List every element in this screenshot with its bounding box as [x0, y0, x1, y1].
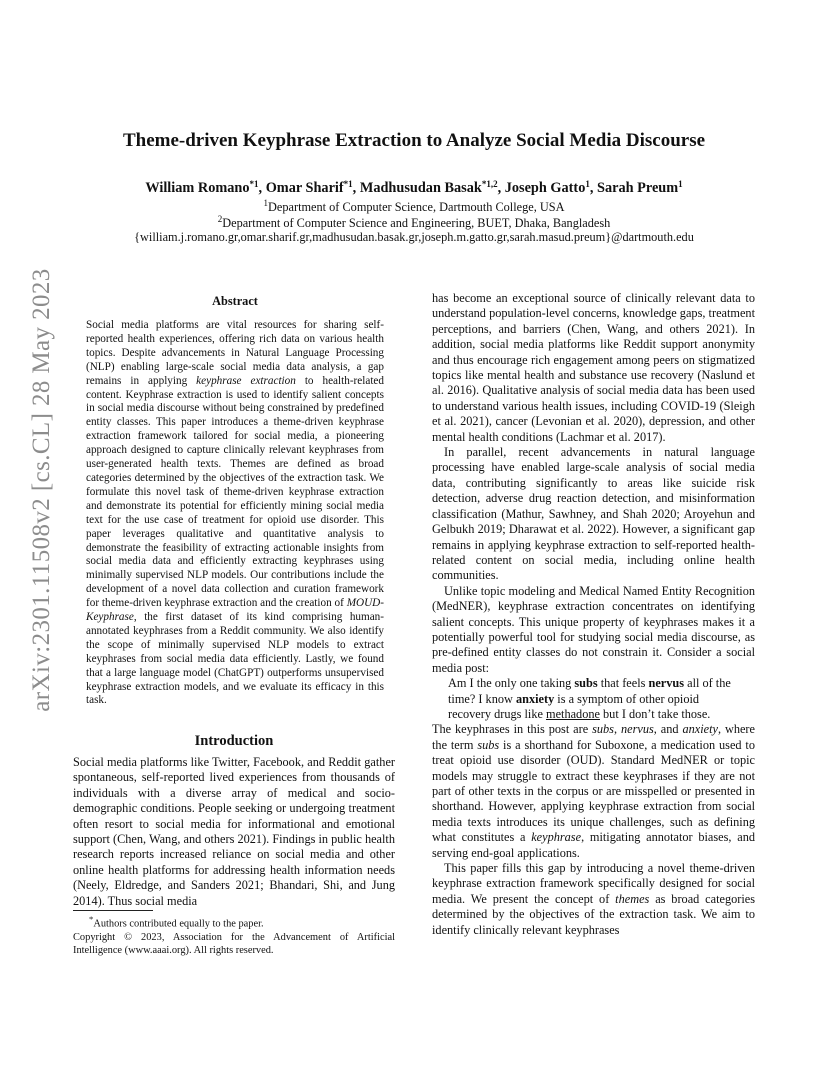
quote-text: is a symptom of other opioid recovery drugs like: [448, 691, 700, 721]
body-paragraph: has become an exceptional source of clinically relevant data to understand population-level concerns, knowledge gaps, treatment perceptions, and barriers (Chen, Wang, and others 2021). In addition, social media platforms like Reddit support anonymity and thus encourage rich engagement among peers on stigmatized topics like mental health and substance use recovery (Naslund et al. 2016). Qualitative analysis of social media data has been used to understand various health issues, including COVID-19 (Sleigh et al. 2021), cancer (Levonian et al. 2020), depression, and other mental health conditions (Lachmar et al. 2017).: [432, 291, 755, 444]
body-emphasis: nervus: [620, 722, 654, 737]
abstract-paragraph: [86, 319, 384, 708]
introduction-heading: Introduction: [194, 733, 274, 749]
body-paragraph: [432, 861, 755, 938]
quote-text: all of the time? I know: [448, 676, 731, 706]
body-paragraph: In parallel, recent advancements in natural language processing have enabled large-scale analysis of social media data, contributing significantly to areas like suicide risk detection, adverse drug reaction detection, and misinformation classification (Mathur, Sawhney, and Shah 2020; Aroyehun and Gelbukh 2019; Dharawat et al. 2022). However, a significant gap remains in applying keyphrase extraction to self-reported health-related content on social media, including online health communities.: [432, 445, 755, 583]
affiliation-mark: 2: [217, 214, 223, 224]
author-mark: *1: [249, 179, 259, 189]
body-text: , mitigating annotator biases, and serving end-goal applications.: [432, 830, 755, 860]
body-paragraph: Unlike topic modeling and Medical Named Entity Recognition (MedNER), keyphrase extraction concentrates on identifying salient concepts. This unique property of keyphrases makes it a potentially powerful tool for studying social media discourse, as pre-defined entity classes do not constrain it. Consider a social media post:: [432, 583, 755, 675]
body-text: is a shorthand for Suboxone, a medication used to treat opioid use disorder (OUD). Standard MedNER or topic models may struggle to extract these keyphrases if they are not part of other texts in the corpus or are misspelled or presented in shorthand. However, applying keyphrase extraction from social media texts introduces its unique challenges, such as defining what constitutes a: [432, 737, 755, 845]
body-text: This paper fills this gap by introducing a novel theme-driven keyphrase extraction framework specifically designed for social media. We present the concept of: [432, 861, 755, 906]
author-emails: {william.j.romano.gr,omar.sharif.gr,madhusudan.basak.gr,joseph.m.gatto.gr,sarah.masud.preum}@dartmouth.edu: [134, 230, 694, 244]
body-paragraph: [432, 722, 755, 861]
arxiv-identifier-text: arXiv:2301.11508v2 [cs.CL] 28 May 2023: [28, 268, 55, 712]
introduction-body: [73, 755, 395, 909]
footnote-content: Authors contributed equally to the paper.: [93, 918, 264, 930]
affiliation-1: [0, 198, 828, 215]
abstract-text: , the first dataset of its kind comprising human-annotated keyphrases from a Reddit community. We also identify the scope of minimally supervised NLP models to extract keyphrases from social media data efficiently. Lastly, we found that a large language model (ChatGPT) outperforms unsupervised keyphrase extraction models, and we evaluate its efficacy in this task.: [86, 611, 384, 707]
author-mark: *1,2: [481, 179, 498, 189]
body-text: The keyphrases in this post are: [432, 722, 593, 737]
author-name: William Romano: [145, 180, 250, 196]
body-emphasis: keyphrase: [531, 830, 582, 845]
footnote-text: [73, 913, 395, 931]
abstract-emphasis: MOUD-Keyphrase: [86, 597, 384, 624]
social-media-post-quote: [448, 676, 737, 722]
footnote: [73, 913, 395, 958]
author-mark: *1: [343, 179, 353, 189]
quote-underlined-term: methadone: [546, 706, 600, 721]
affiliation-text: Department of Computer Science, Dartmouth College, USA: [268, 200, 565, 214]
body-emphasis: subs: [592, 722, 614, 737]
body-emphasis: anxiety: [682, 722, 718, 737]
affiliation-text: Department of Computer Science and Engineering, BUET, Dhaka, Bangladesh: [222, 216, 611, 230]
footnote-mark: *: [89, 914, 94, 924]
author-mark: 1: [678, 179, 683, 189]
author-name: Omar Sharif: [265, 180, 344, 196]
author-list: William Romano$^{*1}$, Omar Sharif$^{*1}$, Madhusudan Basak$^{*1,2}$, Joseph Gatto$^1$, Sarah Preum$^1$: [145, 179, 683, 196]
affiliation-2: [0, 214, 828, 231]
arxiv-identifier: [22, 268, 62, 712]
body-text: as broad categories determined by the objectives of the extraction task. We aim to identify clinically relevant keyphrases: [432, 891, 755, 937]
introduction-paragraph: Social media platforms like Twitter, Facebook, and Reddit gather spontaneous, self-reported lived experiences from thousands of individuals with a diverse array of medical and socio-demographic conditions. People seeking or undergoing treatment often resort to social media for informational and emotional support (Chen, Wang, and others 2021). Findings in public health research reports increased reliance on social media and other online health platforms for addressing health information needs (Neely, Eldredge, and Sanders 2021; Bhandari, Shi, and Jung 2014). Thus social media: [73, 755, 395, 908]
abstract-body: [86, 319, 384, 708]
author-name: Madhusudan Basak: [359, 180, 482, 196]
abstract-text: Social media platforms are vital resources for sharing self-reported health experiences, offering rich data on various health topics. Despite advancements in Natural Language Processing (NLP) enabling large-scale social media data analysis, a gap remains in applying: [86, 319, 384, 387]
right-column: [432, 291, 755, 938]
author-mark: 1: [585, 179, 590, 189]
body-text: ,: [613, 722, 621, 737]
copyright-notice: Copyright © 2023, Association for the Advancement of Artificial Intelligence (www.aaai.org). All rights reserved.: [73, 931, 395, 957]
paper-title: Theme-driven Keyphrase Extraction to Analyze Social Media Discourse: [122, 130, 706, 151]
quote-keyphrase: nervus: [648, 676, 685, 691]
author-name: Sarah Preum: [597, 180, 679, 196]
quote-keyphrase: anxiety: [515, 691, 555, 706]
abstract-text: to health-related content. Keyphrase extraction is used to identify salient concepts in social media discourse without being constrained by predefined entity classes. This paper introduces a theme-driven keyphrase extraction framework tailored for social media, a pioneering approach designed to capture clinically relevant keyphrases from user-generated health texts. Themes are defined as broad categories determined by the objectives of the extraction task. We formulate this novel task of theme-driven keyphrase extraction and demonstrate its potential for efficiently mining social media text for the use case of treatment for opioid use disorder. This paper leverages qualitative and quantitative analysis to demonstrate the feasibility of extracting actionable insights from social media data and efficiently extracting keyphrases using minimally supervised NLP models. Our contributions include the development of a novel data collection and curation framework for theme-driven keyphrase extraction and the creation of: [86, 374, 384, 610]
affiliation-mark: 1: [263, 198, 269, 208]
abstract-heading: Abstract: [212, 294, 258, 308]
quote-text: but I don’t take those.: [599, 706, 711, 721]
quote-keyphrase: subs: [574, 676, 598, 691]
body-emphasis: themes: [615, 891, 650, 906]
author-name: Joseph Gatto: [504, 180, 586, 196]
body-emphasis: subs: [477, 737, 500, 752]
body-text: , where the term: [432, 722, 755, 752]
quote-text: that feels: [597, 676, 649, 691]
quote-text: Am I the only one taking: [448, 676, 575, 691]
body-text: , and: [653, 722, 683, 737]
footnote-rule: [73, 910, 153, 911]
abstract-emphasis: keyphrase extraction: [196, 374, 296, 387]
